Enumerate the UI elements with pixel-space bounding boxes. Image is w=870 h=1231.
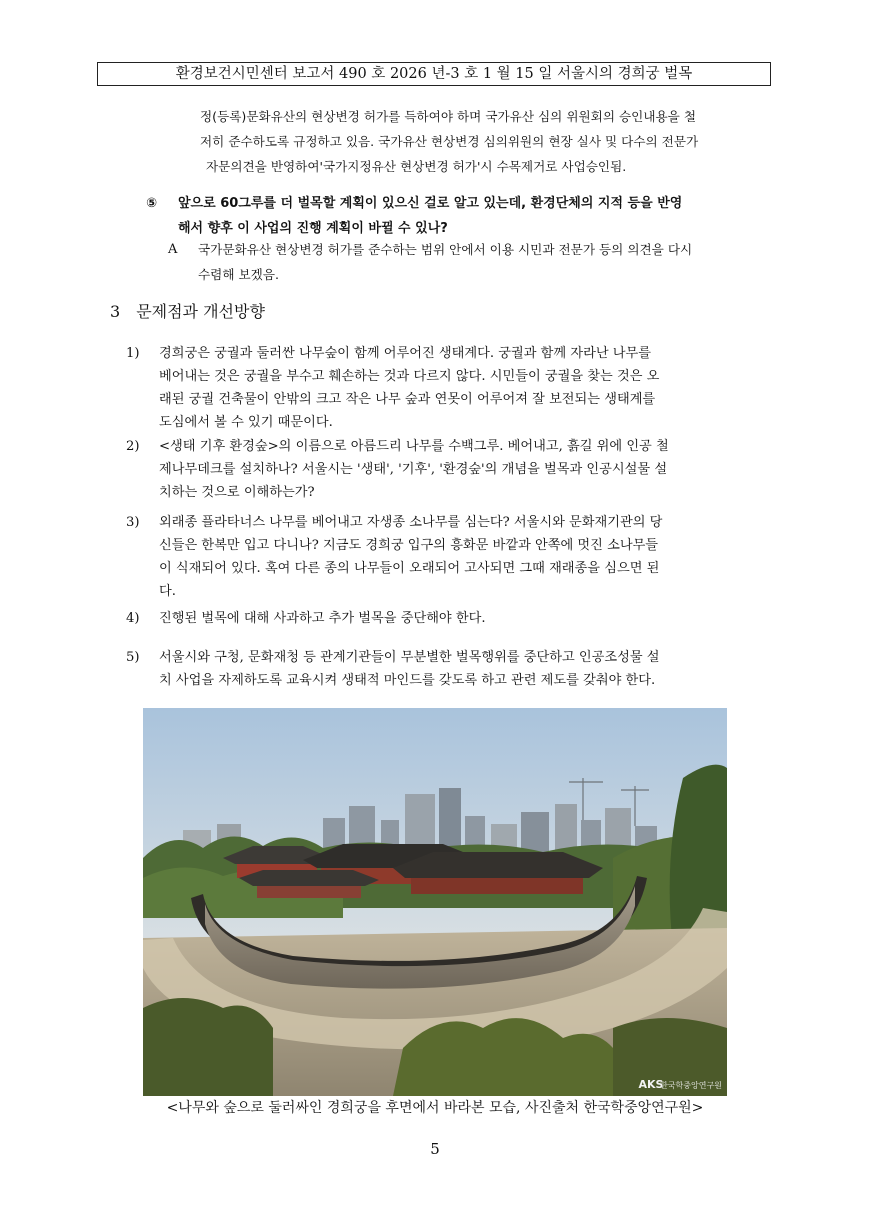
text-line: 외래종 플라타너스 나무를 베어내고 자생종 소나무를 심는다? 서울시와 문화재기관의 당: [159, 515, 663, 530]
text-line: 베어내는 것은 궁궐을 부수고 훼손하는 것과 다르지 않다. 시민들이 궁궐을 찾는 것은 오: [159, 369, 660, 384]
text-line: 서울시와 구청, 문화재청 등 관계기관들이 무분별한 벌목행위를 중단하고 인공조성물 설: [159, 650, 660, 665]
text-line: 경희궁은 궁궐과 둘러싼 나무숲이 함께 어루어진 생태계다. 궁궐과 함께 자라난 나무를: [159, 346, 651, 361]
photo-watermark-text: 한국학중앙연구원: [660, 1081, 722, 1090]
text-line: 수렴해 보겠음.: [198, 267, 279, 282]
palace-photo: [143, 708, 727, 1096]
list-item: [126, 646, 766, 692]
photo-caption: <나무와 숲으로 둘러싸인 경희궁을 후면에서 바라본 모습, 사진출처 한국학중앙연구원>: [166, 1100, 704, 1116]
text-line: 해서 향후 이 사업의 진행 계획이 바뀔 수 있나?: [178, 221, 448, 236]
answer-mark: A: [168, 242, 178, 257]
continuation-paragraph: [200, 104, 780, 179]
section-heading: [110, 300, 265, 324]
text-line: 이 식재되어 있다. 혹여 다른 종의 나무들이 오래되어 고사되면 그때 재래종을 심으면 된: [159, 561, 660, 576]
report-header: 환경보건시민센터 보고서 490 호 2026 년-3 호 1 월 15 일 서울시의 경희궁 벌목: [97, 62, 771, 86]
text-line: 도심에서 볼 수 있기 때문이다.: [159, 415, 333, 430]
text-line: 신들은 한복만 입고 다니나? 지금도 경희궁 입구의 흥화문 바깥과 안쪽에 멋진 소나무들: [159, 538, 659, 553]
text-line: 저히 준수하도록 규정하고 있음. 국가유산 현상변경 심의위원의 현장 실사 및 다수의 전문가: [200, 134, 699, 149]
text-line: 진행된 벌목에 대해 사과하고 추가 벌목을 중단해야 한다.: [159, 611, 486, 626]
list-item-number: 4): [126, 611, 140, 626]
text-line: 치하는 것으로 이해하는가?: [159, 485, 315, 500]
section-title: 문제점과 개선방향: [136, 302, 265, 321]
text-line: <생태 기후 환경숲>의 이름으로 아름드리 나무를 수백그루. 베어내고, 흙길 위에 인공 철: [159, 439, 669, 454]
list-item-number: 1): [126, 346, 140, 361]
answer-item: [168, 237, 788, 287]
list-item-number: 2): [126, 439, 140, 454]
text-line: 정(등록)문화유산의 현상변경 허가를 득하여야 하며 국가유산 심의 위원회의 승인내용을 철: [200, 109, 696, 124]
question-item: [146, 191, 786, 241]
list-item: [126, 607, 766, 630]
text-line: 래된 궁궐 건축물이 안밖의 크고 작은 나무 숲과 연못이 어루어져 잘 보전되는 생태계를: [159, 392, 656, 407]
text-line: 치 사업을 자제하도록 교육시켜 생태적 마인드를 갖도록 하고 관련 제도를 갖춰야 한다.: [159, 673, 656, 688]
photo-watermark-logo: AKS: [638, 1078, 664, 1091]
text-line: 제나무데크를 설치하나? 서울시는 '생태', '기후', '환경숲'의 개념을 벌목과 인공시설물 설: [159, 462, 668, 477]
text-line: 앞으로 60그루를 더 벌목할 계획이 있으신 걸로 알고 있는데, 환경단체의 지적 등을 반영: [178, 196, 683, 211]
section-number: 3: [110, 302, 121, 321]
text-line: 자문의견을 반영하여'국가지정유산 현상변경 허가'시 수목제거로 사업승인됨.: [206, 159, 627, 174]
text-line: 국가문화유산 현상변경 허가를 준수하는 범위 안에서 이용 시민과 전문가 등의 의견을 다시: [198, 242, 693, 257]
list-item-number: 3): [126, 515, 140, 530]
page-number: 5: [430, 1140, 440, 1158]
question-number: ⑤: [146, 196, 158, 211]
text-line: 다.: [159, 584, 176, 599]
list-item: [126, 511, 766, 603]
list-item: [126, 342, 766, 434]
list-item-number: 5): [126, 650, 140, 665]
list-item: [126, 435, 766, 504]
